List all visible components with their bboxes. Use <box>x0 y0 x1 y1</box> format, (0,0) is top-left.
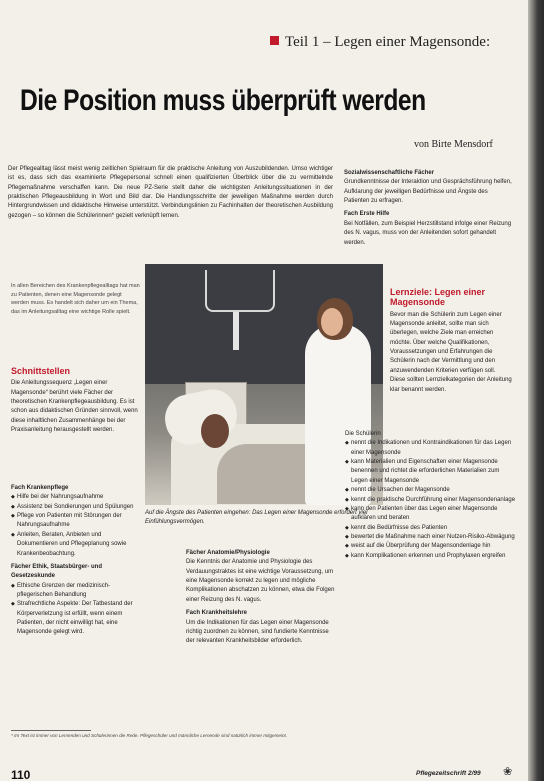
list-item: ◆ Ethische Grenzen der medizinisch-pflegerischen Behandlung <box>11 582 141 601</box>
right-column-top <box>344 165 514 248</box>
ethik-heading: Fächer Ethik, Staatsbürger- und Gesetzeskunde <box>11 563 103 580</box>
lernziele-heading: Lernziele: Legen einer Magensonde <box>390 287 486 308</box>
anatomie-heading: Fächer Anatomie/Physiologie <box>186 550 270 556</box>
article-author: von Birte Mensdorf <box>414 139 493 150</box>
right-lower-column <box>345 430 517 561</box>
lernziele-block <box>390 283 512 395</box>
list-item: ◆ Hilfe bei der Nahrungsaufnahme <box>11 493 141 502</box>
list-item: ◆ nennt die Ursachen der Magensonde <box>345 486 517 495</box>
photo-caption: Auf die Ängste des Patienten eingehen: Das Legen einer Magensonde erfordert viel Einfühlungsvermögen. <box>145 510 368 526</box>
sozial-text: Grundkenntnisse der Interaktion und Gesprächsführung helfen, Aufklarung der jeweiligen Bedürfnisse und Ängste des Patienten zu erfragen. <box>344 179 512 205</box>
section-header <box>270 34 490 51</box>
footnote-divider <box>11 730 91 731</box>
footnote: * Im Text ist immer von Lernenden und Schülerinnen die Rede. Pflegeschüler und männliche Lernende sind natürlich immer mitgemeint. <box>11 733 288 738</box>
page-edge-shadow <box>528 0 544 781</box>
krankenpflege-list <box>11 493 141 559</box>
lernziele-text: Bevor man die Schülerin zum Legen einer Magensonde anleitet, sollte man sich überlegen, welche Ziele man erreichen möchte. Über welche Qualifikationen, Voraussetzungen und Erfahrungen die Schülerin nach der Vermittlung und den anzuwendenden Kriterien verfügen soll. Diese sollten Lernzielkategorien der Anleitung klar benannt werden. <box>390 311 512 393</box>
schnittstellen-heading: Schnittstellen <box>11 366 71 376</box>
list-item: ◆ kennt die Bedürfnisse des Patienten <box>345 524 517 533</box>
section-header-text: Teil 1 – Legen einer Magensonde: <box>285 34 491 50</box>
list-item: ◆ Strafrechtliche Aspekte: Der Tatbestand der Körperverletzung ist erfüllt, wenn einem Patienten, der nicht einwilligt hat, eine Magensonde gelegt wird. <box>11 600 141 637</box>
list-item: ◆ kennt die praktische Durchführung einer Magensondenanlage <box>345 496 517 505</box>
krankenpflege-heading: Fach Krankenpflege <box>11 485 69 491</box>
intro-sidebox: In allen Bereichen des Krankenpflegealltags hat man zu Patienten, denen eine Magensonde gelegt werden muss. Es handelt sich daher um ein Thema, das im Anleitungsalltag eine wichtige Rolle spielt. <box>11 283 140 315</box>
list-item: ◆ nennt die Indikationen und Kontraindikationen für das Legen einer Magensonde <box>345 439 517 458</box>
left-lower-column <box>11 480 141 638</box>
list-item: ◆ bewertet die Maßnahme nach einer Nutzen-Risiko-Abwägung <box>345 533 517 542</box>
lernziele-list <box>345 439 517 561</box>
sozial-heading: Sozialwissenschaftliche Fächer <box>344 170 435 176</box>
list-item: ◆ kann den Patienten über das Legen einer Magensonde aufklären und beraten <box>345 505 517 524</box>
red-square-icon <box>270 36 279 45</box>
list-item: ◆ Anleiten, Beraten, Anbieten und Dokumentieren und Pflegeplanung sowie Krankenbeobachtung. <box>11 531 141 559</box>
page-number: 110 <box>11 768 31 781</box>
list-item: ◆ kann Komplikationen erkennen und Prophylaxen ergreifen <box>345 552 517 561</box>
journal-logo-icon: ❀ <box>503 766 513 778</box>
schnittstellen-text: Die Anleitungssequenz „Legen einer Magensonde“ berührt viele Fächer der theoretischen Krankenpflegeausbildung. Es ist schon aus didaktischen Gründen sinnvoll, wenn diese inhaltlichen Zusammenhänge bei der Praxisanleitung herausgestellt werden. <box>11 380 138 434</box>
erstehilfe-heading: Fach Erste Hilfe <box>344 211 390 218</box>
list-item: ◆ Assistenz bei Sondierungen und Spülungen <box>11 503 141 512</box>
article-title: Die Position muss überprüft werden <box>20 84 426 117</box>
middle-lower-column <box>186 545 339 647</box>
erstehilfe-text: Bei Notfällen, zum Beispiel Herzstillstand infolge einer Reizung des N. vagus, muss von der Anleitenden sofort gehandelt werden. <box>344 220 512 246</box>
lead-paragraph: Der Pflegealltag lässt meist wenig zeitlichen Spielraum für die praktische Anleitung von Auszubildenden. Umso wichtiger ist es, dass sich das examinierte Pflegepersonal schnell einen qualifizierten Überblick über die zu vermittelnde Pflegemaßnahme verschaffen kann. Die neue PZ-Serie stellt daher die wichtigsten Anleitungssituationen in der praktischen Pflegeausbildung in Wort und Bild dar. Die Handlungsschritte der jeweiligen Maßnahme werden durch Hintergrundwissen und didaktische Hinweise unterstützt. Verbindungslinien zu Fachinhalten der theoretischen Ausbildung gezogen – so können die Schülerinnen* gezielt verknüpft lernen. <box>8 166 333 219</box>
krankheitslehre-heading: Fach Krankheitslehre <box>186 610 248 617</box>
journal-name: Pflegezeitschrift 2/99 <box>416 770 481 777</box>
ethik-list <box>11 582 141 638</box>
list-item: ◆ Pflege von Patienten mit Störungen der Nahrungsaufnahme <box>11 512 141 531</box>
lernziele-intro: Die Schülerin <box>345 431 381 437</box>
schnittstellen-block <box>11 362 141 436</box>
anatomie-text: Die Kenntnis der Anatomie und Physiologie des Verdauungstraktes ist eine wichtige Voraussetzung, um eine Magensonde korrekt zu legen und mögliche Komplikationen abschatzen zu können, etwa die Folgen einer Reizung des N. vagus. <box>186 559 335 603</box>
krankheitslehre-text: Um die Indikationen für das Legen einer Magensonde richtig zuordnen zu können, sind fundierte Kenntnisse der relevanten Krankheitsbilder erforderlich. <box>186 619 329 645</box>
list-item: ◆ kann Materialien und Eigenschaften einer Magensonde benennen und richtet die erforderlichen Materialien zum Legen einer Magensonde <box>345 458 517 486</box>
list-item: ◆ weist auf die Überprüfung der Magensondenlage hin <box>345 542 517 551</box>
